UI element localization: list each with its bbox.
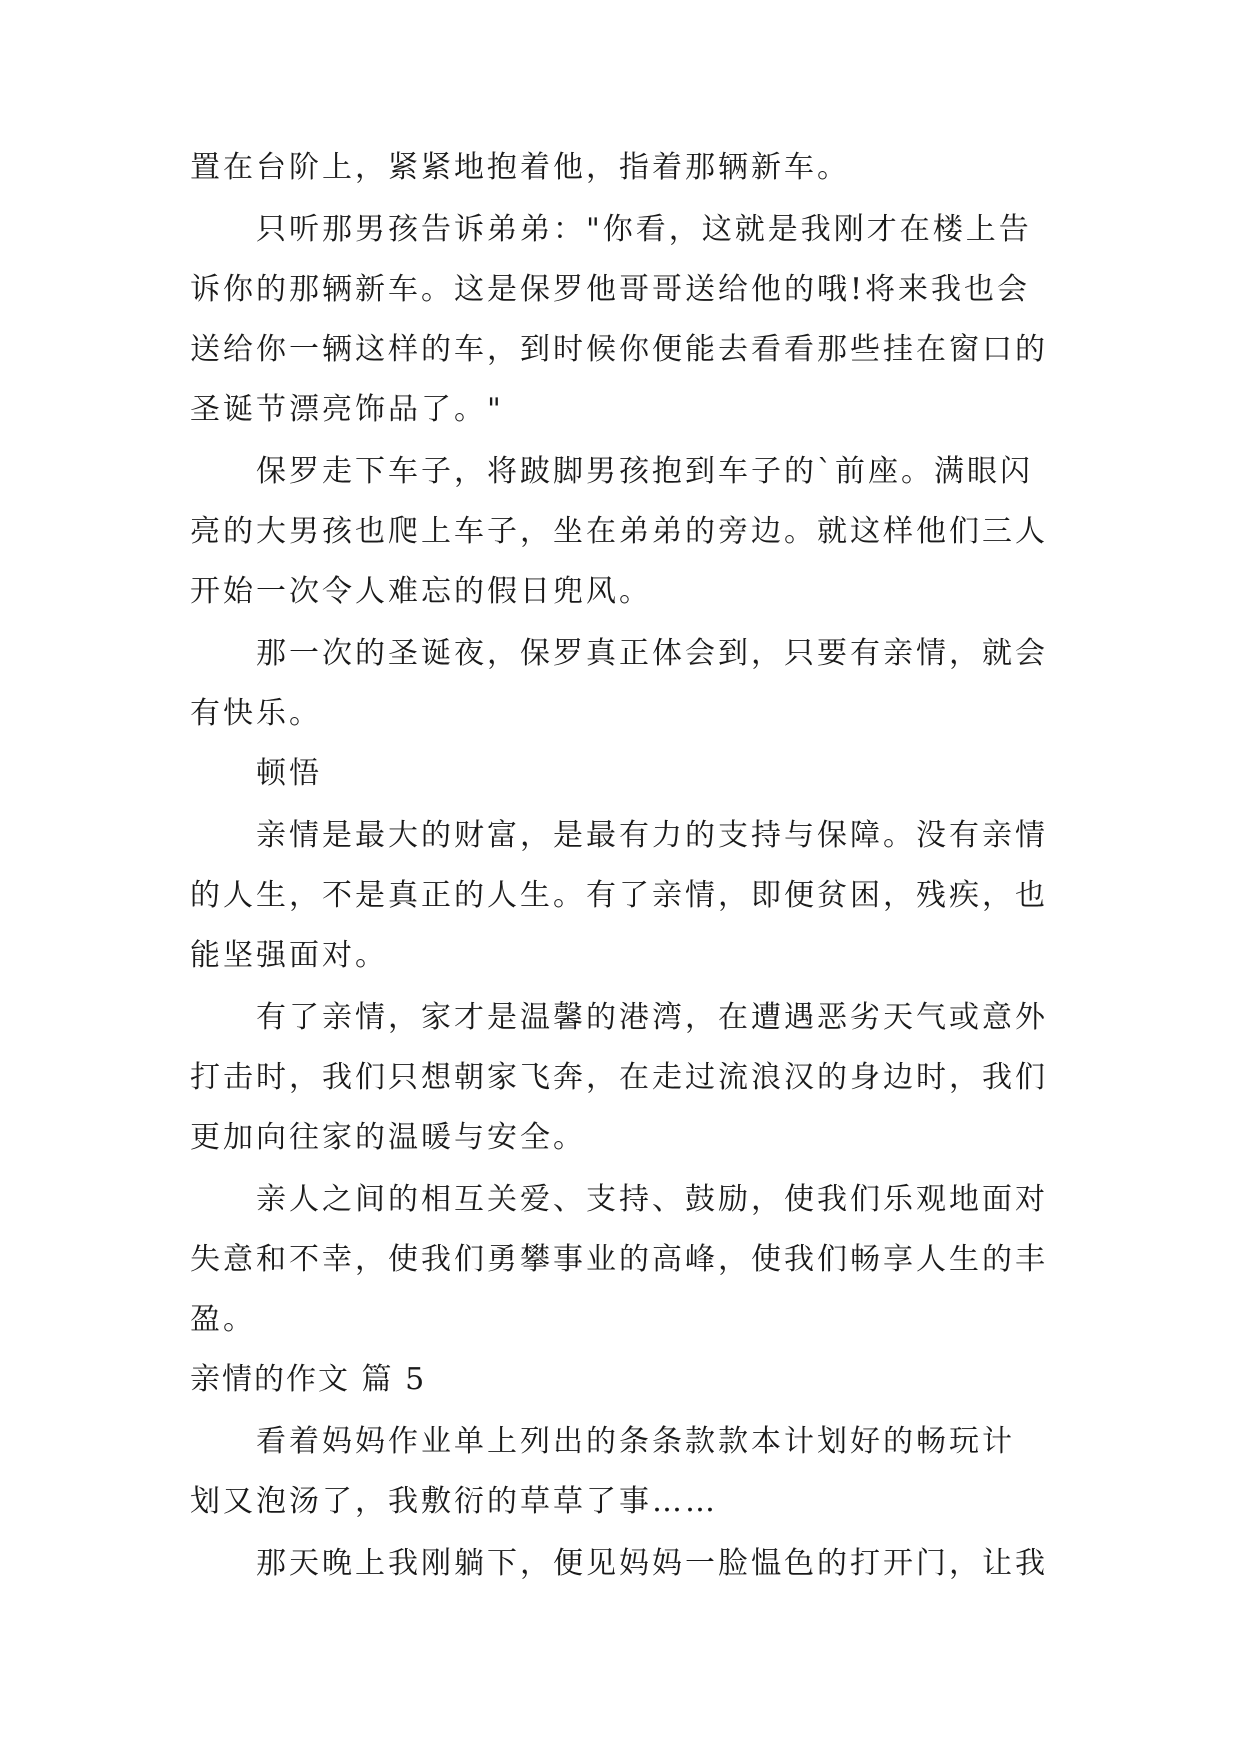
text-line: 那一次的圣诞夜，保罗真正体会到，只要有亲情，就会: [256, 636, 1048, 671]
text-line: 置在台阶上，紧紧地抱着他，指着那辆新车。: [190, 150, 850, 185]
text-line: 开始一次令人难忘的假日兜风。: [190, 574, 652, 609]
text-line: 亲情是最大的财富，是最有力的支持与保障。没有亲情: [256, 818, 1048, 853]
text-line: 有了亲情，家才是温馨的港湾，在遭遇恶劣天气或意外: [256, 1000, 1048, 1035]
text-line: 看着妈妈作业单上列出的条条款款本计划好的畅玩计: [256, 1424, 1015, 1459]
text-line: 那天晚上我刚躺下，便见妈妈一脸愠色的打开门，让我: [256, 1546, 1048, 1581]
text-line: 能坚强面对。: [190, 938, 388, 973]
text-line: 更加向往家的温暖与安全。: [190, 1120, 586, 1155]
text-line: 盈。: [190, 1302, 256, 1337]
text-line: 划又泡汤了，我敷衍的草草了事……: [190, 1484, 718, 1519]
section-label: 顿悟: [256, 756, 322, 791]
article-heading: 亲情的作文 篇 5: [190, 1362, 427, 1397]
text-line: 圣诞节漂亮饰品了。": [190, 392, 504, 427]
text-line: 有快乐。: [190, 696, 322, 731]
text-line: 失意和不幸，使我们勇攀事业的高峰，使我们畅享人生的丰: [190, 1242, 1048, 1277]
text-line: 只听那男孩告诉弟弟："你看，这就是我刚才在楼上告: [256, 212, 1032, 247]
text-line: 保罗走下车子，将跛脚男孩抱到车子的`前座。满眼闪: [256, 454, 1033, 489]
text-line: 亲人之间的相互关爱、支持、鼓励，使我们乐观地面对: [256, 1182, 1048, 1217]
text-line: 打击时，我们只想朝家飞奔，在走过流浪汉的身边时，我们: [190, 1060, 1048, 1095]
text-line: 送给你一辆这样的车，到时候你便能去看看那些挂在窗口的: [190, 332, 1048, 367]
text-line: 的人生，不是真正的人生。有了亲情，即便贫困，残疾，也: [190, 878, 1048, 913]
text-line: 亮的大男孩也爬上车子，坐在弟弟的旁边。就这样他们三人: [190, 514, 1048, 549]
text-line: 诉你的那辆新车。这是保罗他哥哥送给他的哦!将来我也会: [190, 272, 1031, 307]
